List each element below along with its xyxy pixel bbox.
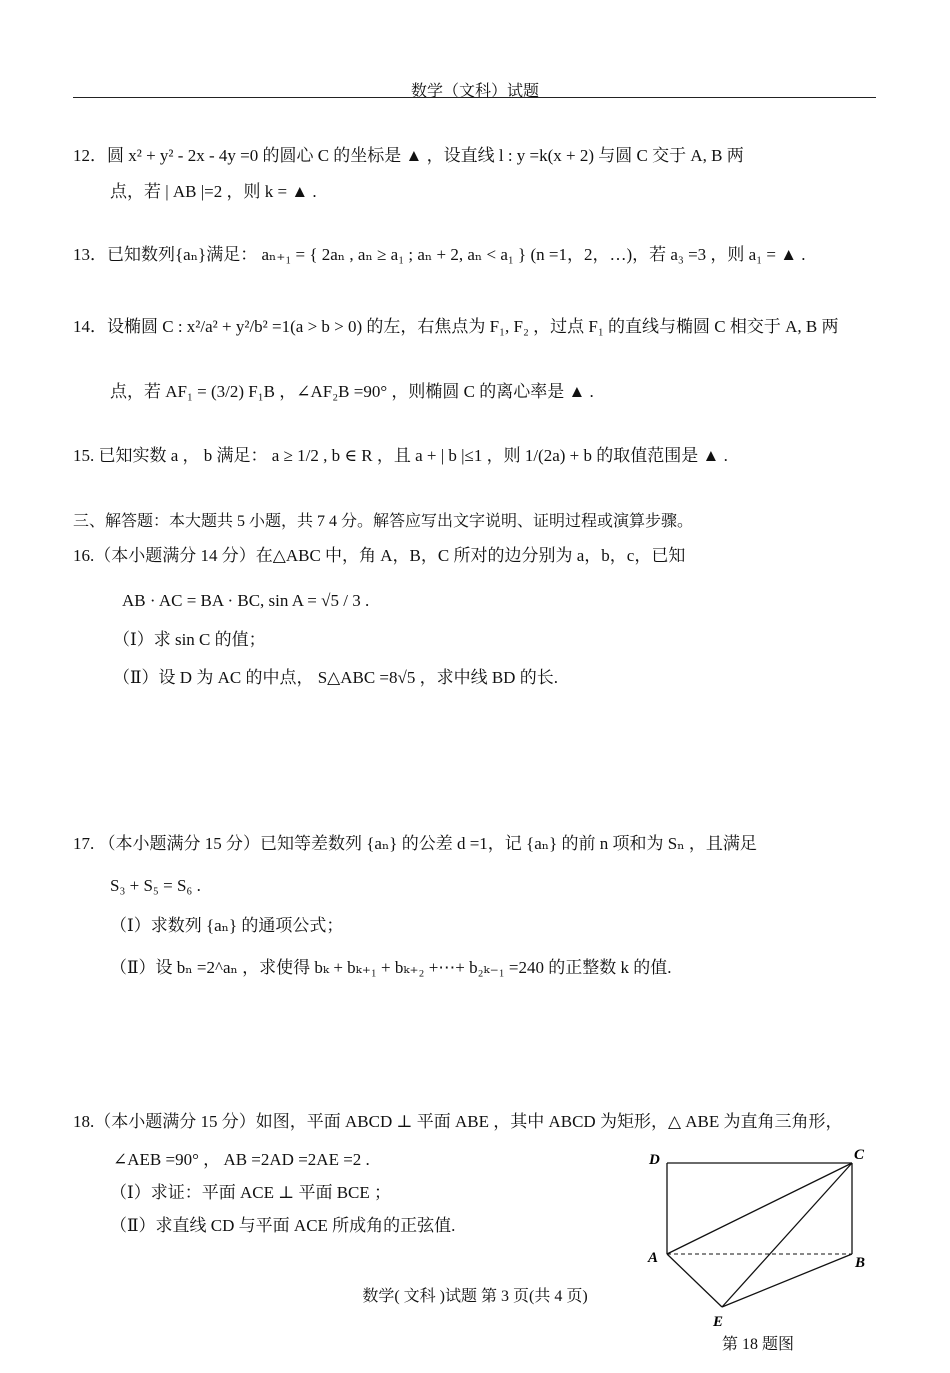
problem-18-line-2: ∠AEB =90° ， AB =2AD =2AE =2 . (113, 1150, 370, 1169)
problem-12-line-1: 12．圆 x² + y² - 2x - 4y =0 的圆心 C 的坐标是 ▲ ，设直线 l : y =k(x + 2) 与圆 C 交于 A, B 两 (73, 146, 744, 165)
problem-18-part-2: （Ⅱ）求直线 CD 与平面 ACE 所成角的正弦值. (110, 1216, 456, 1235)
problem-17-line-2: S₃ + S₅ = S₆ . (110, 876, 201, 895)
problem-16-part-1: （Ⅰ）求 sin C 的值； (113, 630, 266, 649)
problem-13-line-1: 13．已知数列{aₙ}满足： aₙ₊₁ = { 2aₙ , aₙ ≥ a₁ ; aₙ + 2, aₙ < a₁ } (n =1，2，…)，若 a₃ =3 ，则 a₁ = ▲ . (73, 245, 806, 264)
edge-AC (667, 1163, 852, 1254)
problem-17-part-2: （Ⅱ）设 bₙ =2^aₙ ，求使得 bₖ + bₖ₊₁ + bₖ₊₂ +⋯+ b₂ₖ₋₁ =240 的正整数 k 的值. (110, 958, 672, 977)
problem-18-part-1: （Ⅰ）求证：平面 ACE ⊥ 平面 BCE ； (110, 1183, 392, 1202)
problem-18-line-1: 18.（本小题满分 15 分）如图，平面 ABCD ⊥ 平面 ABE ，其中 ABCD 为矩形，△ ABE 为直角三角形， (73, 1112, 843, 1131)
problem-16-part-2: （Ⅱ）设 D 为 AC 的中点， S△ABC =8√5 ，求中线 BD 的长. (113, 668, 558, 687)
problem-16-line-1: 16.（本小题满分 14 分）在△ABC 中，角 A，B，C 所对的边分别为 a，b，c，已知 (73, 546, 686, 565)
label-D: D (649, 1152, 660, 1168)
figure-18-caption: 第 18 题图 (722, 1336, 795, 1353)
label-A: A (648, 1250, 659, 1266)
problem-14-line-1: 14．设椭圆 C : x²/a² + y²/b² =1(a > b > 0) 的左，右焦点为 F₁, F₂ ，过点 F₁ 的直线与椭圆 C 相交于 A, B 两 (73, 317, 839, 336)
label-E: E (713, 1314, 724, 1330)
problem-14-line-2: 点，若 AF₁ = (3/2) F₁B ，∠AF₂B =90° ，则椭圆 C 的离心率是 ▲ . (110, 382, 594, 401)
problem-17-part-1: （Ⅰ）求数列 {aₙ} 的通项公式； (110, 916, 344, 935)
page-header-title: 数学（文科）试题 (410, 83, 539, 100)
figure-18-diagram (630, 1140, 880, 1355)
problem-17-line-1: 17. （本小题满分 15 分）已知等差数列 {aₙ} 的公差 d =1，记 {aₙ} 的前 n 项和为 Sₙ ，且满足 (73, 834, 757, 853)
problem-15-line-1: 15. 已知实数 a ， b 满足： a ≥ 1/2 , b ∈ R ，且 a + | b |≤1 ，则 1/(2a) + b 的取值范围是 ▲ . (73, 446, 728, 465)
page-footer: 数学( 文科 )试题 第 3 页(共 4 页) (362, 1288, 588, 1305)
section-3-heading: 三、解答题：本大题共 5 小题，共 7 4 分。解答应写出文字说明、证明过程或演算步骤。 (73, 513, 694, 530)
label-C: C (854, 1147, 865, 1163)
label-B: B (855, 1255, 866, 1271)
problem-16-line-2: AB · AC = BA · BC, sin A = √5 / 3 . (122, 591, 370, 610)
problem-12-line-2: 点，若 | AB |=2 ，则 k = ▲ . (110, 182, 317, 201)
header-rule (73, 97, 876, 98)
